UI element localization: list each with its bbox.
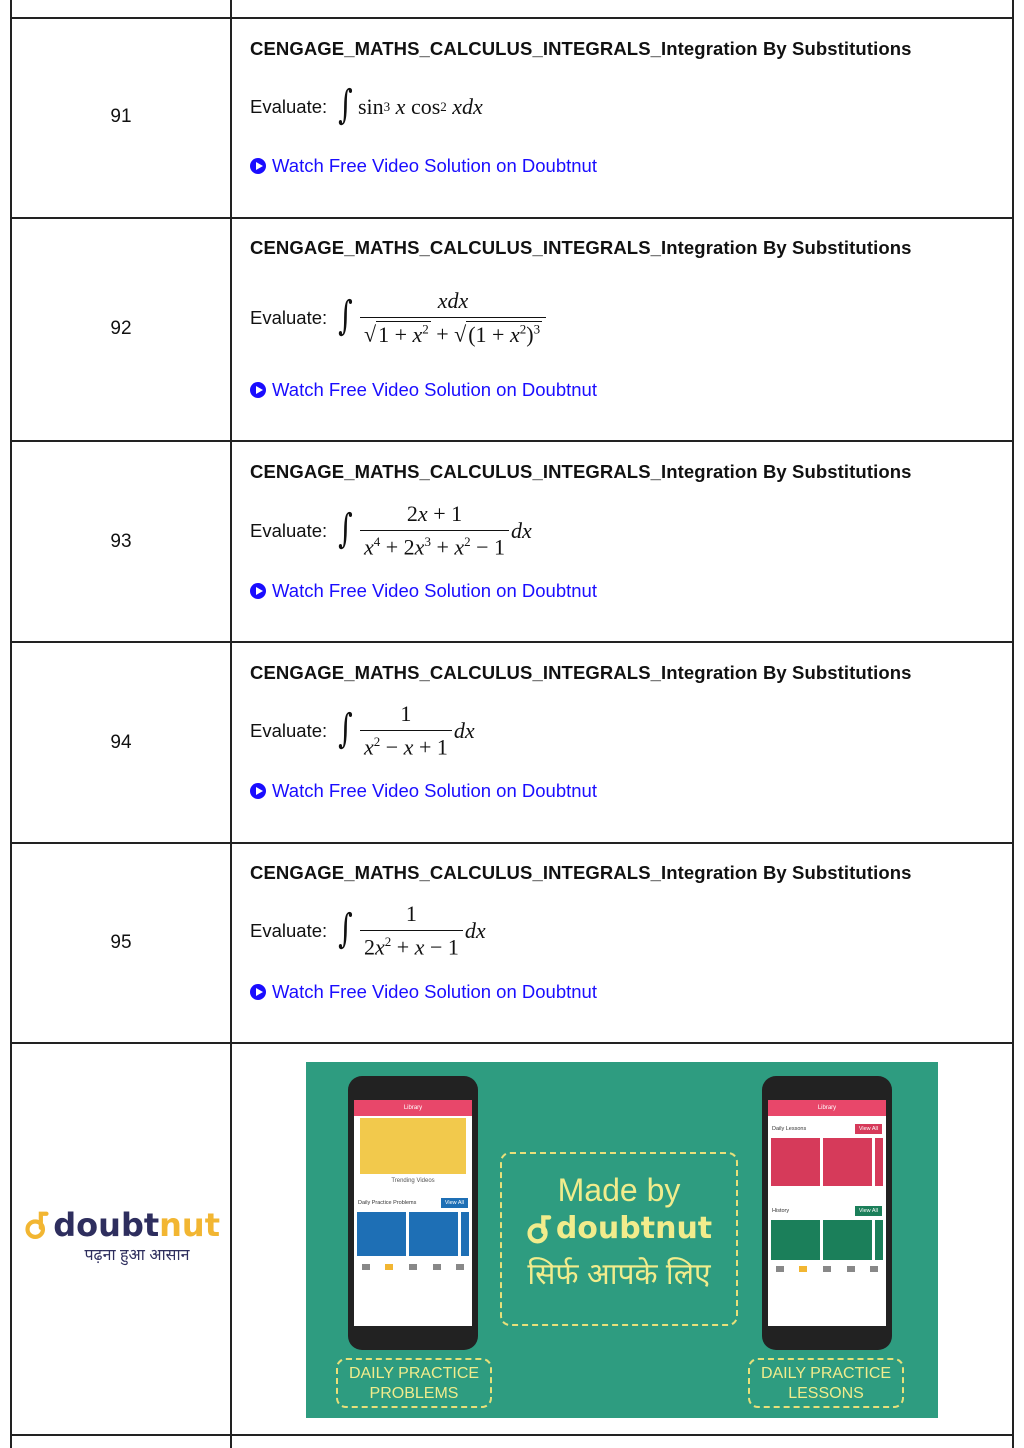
math-expression: ∫ $\frac{2x + 1}{x^4 + 2x^3 + x^2 - 1}$ dx (338, 501, 532, 560)
question-title: CENGAGE_MATHS_CALCULUS_INTEGRALS_Integration By Substitutions (250, 461, 912, 482)
question-text (250, 278, 548, 358)
video-card (360, 1118, 466, 1174)
lesson-card (771, 1138, 820, 1186)
question-text (250, 700, 475, 762)
question-text (250, 82, 483, 132)
row-divider (10, 1042, 1014, 1044)
question-title: CENGAGE_MATHS_CALCULUS_INTEGRALS_Integration By Substitutions (250, 237, 912, 258)
question-title: CENGAGE_MATHS_CALCULUS_INTEGRALS_Integration By Substitutions (250, 662, 912, 683)
section-label: History (772, 1208, 790, 1214)
promo-banner[interactable] (306, 1062, 938, 1418)
view-all-button: View All (855, 1206, 882, 1216)
question-number: 95 (110, 932, 132, 953)
video-solution-link[interactable]: Watch Free Video Solution on Doubtnut (250, 580, 597, 602)
row-divider (10, 17, 1014, 19)
math-expression: ∫ sin 3 x cos 2 xdx (338, 82, 483, 128)
doubtnut-logo (24, 1205, 220, 1265)
lesson-card (875, 1138, 883, 1186)
practice-card (409, 1212, 458, 1256)
question-text (250, 900, 486, 962)
section-label: Daily Lessons (772, 1126, 807, 1132)
nav-icon (799, 1266, 807, 1272)
question-title: CENGAGE_MATHS_CALCULUS_INTEGRALS_Integration By Substitutions (250, 862, 912, 883)
app-bar: Library (354, 1100, 472, 1116)
row-divider (10, 641, 1014, 643)
made-by-box (500, 1152, 738, 1326)
lesson-card (823, 1138, 872, 1186)
question-number: 92 (110, 318, 132, 339)
math-expression: ∫ $\frac{1}{x^2 - x + 1}$ dx (338, 701, 475, 760)
made-by-text: Made by (557, 1172, 681, 1208)
nav-icon (362, 1264, 370, 1270)
caption-right: DAILY PRACTICE LESSONS (748, 1358, 904, 1408)
app-bar: Library (768, 1100, 886, 1116)
phone-screen (354, 1100, 472, 1326)
promo-brand: doubtnut (555, 1211, 713, 1246)
question-number: 94 (110, 732, 132, 753)
video-solution-link[interactable]: Watch Free Video Solution on Doubtnut (250, 379, 597, 401)
video-solution-link[interactable]: Watch Free Video Solution on Doubtnut (250, 155, 597, 177)
practice-card (357, 1212, 406, 1256)
doubtnut-mark-icon (526, 1214, 552, 1244)
hindi-tagline: सिर्फ आपके लिए (527, 1258, 711, 1291)
nav-icon (847, 1266, 855, 1272)
play-icon (250, 984, 266, 1000)
question-text (250, 500, 532, 562)
row-divider (10, 217, 1014, 219)
nav-icon (456, 1264, 464, 1270)
brand-name-doubt: doubt (53, 1206, 160, 1244)
row-divider (10, 842, 1014, 844)
caption-left: DAILY PRACTICE PROBLEMS (336, 1358, 492, 1408)
section-label: Daily Practice Problems (358, 1200, 417, 1206)
question-number: 91 (110, 106, 132, 127)
evaluate-label: Evaluate: (250, 307, 328, 328)
nav-icon (409, 1264, 417, 1270)
phone-mockup-left (348, 1076, 478, 1350)
nav-icon (433, 1264, 441, 1270)
nav-icon (776, 1266, 784, 1272)
question-title: CENGAGE_MATHS_CALCULUS_INTEGRALS_Integration By Substitutions (250, 38, 912, 59)
evaluate-label: Evaluate: (250, 520, 328, 541)
math-expression: ∫ $\frac{1}{2x^2 + x - 1}$ dx (338, 901, 486, 960)
play-icon (250, 583, 266, 599)
play-icon (250, 783, 266, 799)
question-number: 93 (110, 531, 132, 552)
row-divider (10, 440, 1014, 442)
nav-icon (823, 1266, 831, 1272)
doubtnut-mark-icon (24, 1205, 49, 1245)
nav-icon (870, 1266, 878, 1272)
history-card (771, 1220, 820, 1260)
brand-tagline: पढ़ना हुआ आसान (84, 1247, 190, 1264)
brand-name-nut: nut (159, 1206, 220, 1244)
phone-mockup-right (762, 1076, 892, 1350)
row-divider (10, 1434, 1014, 1436)
evaluate-label: Evaluate: (250, 920, 328, 941)
practice-card (461, 1212, 469, 1256)
evaluate-label: Evaluate: (250, 96, 328, 117)
evaluate-label: Evaluate: (250, 720, 328, 741)
play-icon (250, 382, 266, 398)
trending-label: Trending Videos (391, 1178, 435, 1184)
video-solution-link[interactable]: Watch Free Video Solution on Doubtnut (250, 780, 597, 802)
view-all-button: View All (441, 1198, 468, 1208)
view-all-button: View All (855, 1124, 882, 1134)
history-card (823, 1220, 872, 1260)
video-solution-link[interactable]: Watch Free Video Solution on Doubtnut (250, 981, 597, 1003)
play-icon (250, 158, 266, 174)
phone-screen (768, 1100, 886, 1326)
math-expression: ∫ $\frac{\text{xdx}}{√1 + x^2 + √(1 + x^2)^3}$ (335, 289, 548, 347)
history-card (875, 1220, 883, 1260)
nav-icon (385, 1264, 393, 1270)
